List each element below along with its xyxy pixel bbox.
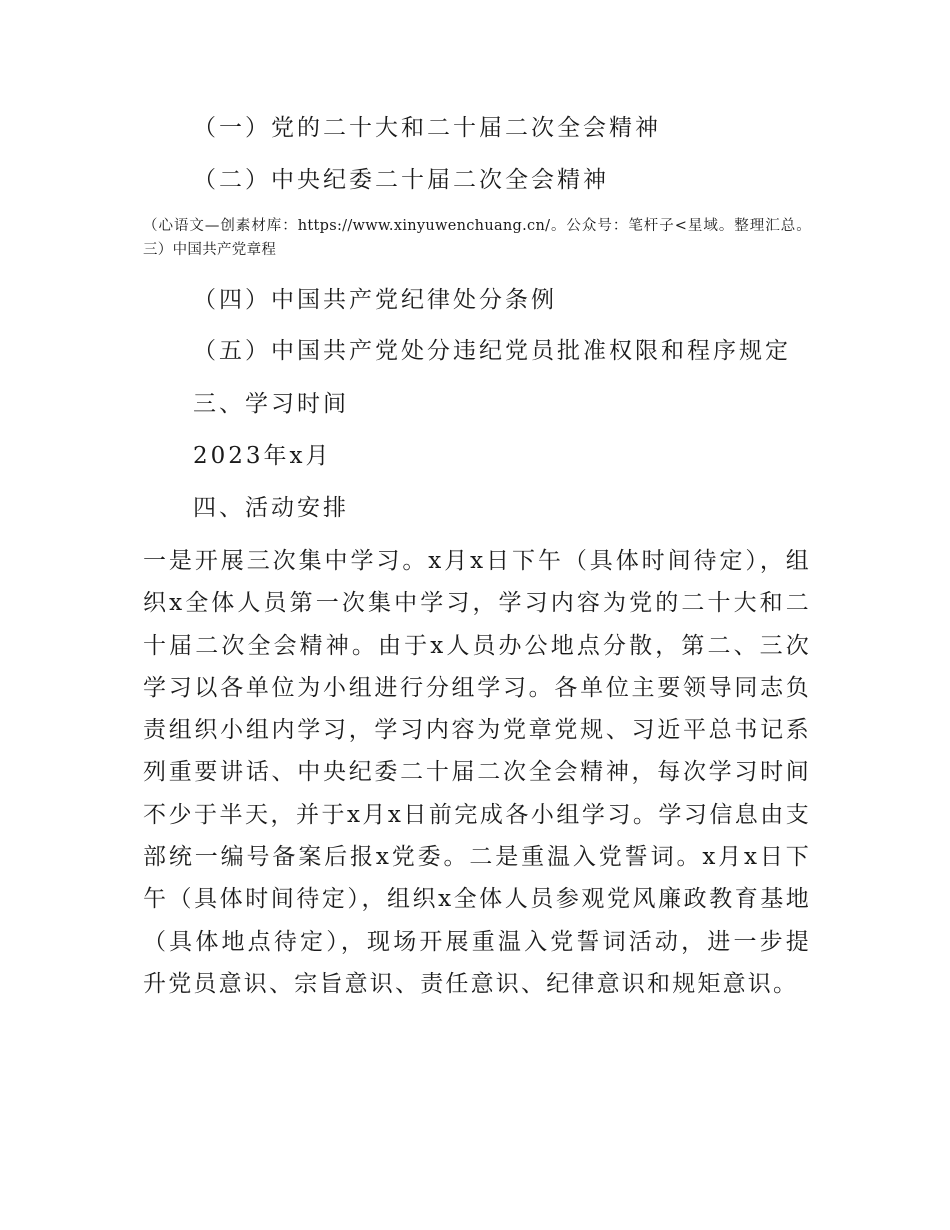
study-date: 2023年x月 bbox=[193, 443, 332, 469]
source-note: （心语文—创素材库：https://www.xinyuwenchuang.cn/。公众号：笔杆子<星域。整理汇总。三）中国共产党章程 bbox=[143, 218, 811, 258]
section-heading-activities: 四、活动安排 bbox=[193, 495, 349, 521]
list-item-1: （一）党的二十大和二十届二次全会精神 bbox=[193, 115, 661, 141]
list-item-4: （四）中国共产党纪律处分条例 bbox=[193, 287, 557, 313]
list-item-2: （二）中央纪委二十届二次全会精神 bbox=[193, 167, 609, 193]
section-heading-study-time: 三、学习时间 bbox=[193, 391, 349, 417]
activities-paragraph: 一是开展三次集中学习。x月x日下午（具体时间待定），组织x全体人员第一次集中学习，学习内容为党的二十大和二十届二次全会精神。由于x人员办公地点分散，第二、三次学习以各单位为小组进行分组学习。各单位主要领导同志负责组织小组内学习，学习内容为党章党规、习近平总书记系列重要讲话、中央纪委二十届二次全会精神，每次学习时间不少于半天，并于x月x日前完成各小组学习。学习信息由支部统一编号备案后报x党委。二是重温入党誓词。x月x日下午（具体时间待定），组织x全体人员参观党风廉政教育基地（具体地点待定），现场开展重温入党誓词活动，进一步提升党员意识、宗旨意识、责任意识、纪律意识和规矩意识。 bbox=[143, 548, 811, 997]
list-item-5: （五）中国共产党处分违纪党员批准权限和程序规定 bbox=[193, 338, 791, 364]
